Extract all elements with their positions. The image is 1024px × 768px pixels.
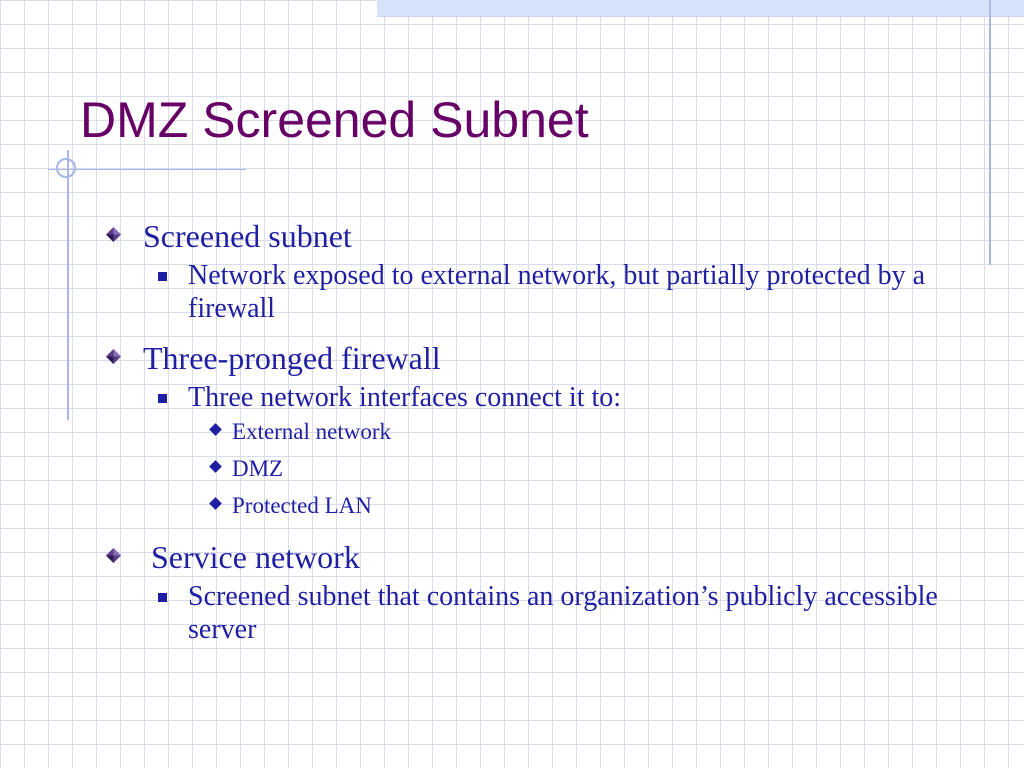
sub-sub-bullet-protected-lan: [232, 488, 986, 525]
diamond-3d-icon: [106, 227, 121, 242]
slide-title: DMZ Screened Subnet: [80, 92, 589, 148]
sub-bullet-network-exposed: [188, 259, 986, 326]
square-bullet-icon: [158, 593, 167, 602]
right-decorative-rule: [989, 0, 991, 265]
square-bullet-icon: [158, 272, 167, 281]
sub-bullet-text: Network exposed to external network, but partially protected by a firewall: [188, 259, 926, 325]
corner-circle-marker: [56, 158, 76, 178]
sub-bullet-text: Screened subnet that contains an organization’s publicly accessible server: [188, 580, 938, 646]
small-diamond-icon: [209, 460, 222, 473]
square-bullet-icon: [158, 394, 167, 403]
sub-sub-bullet-text: Protected LAN: [232, 492, 372, 518]
sub-bullet-screened-subnet-contains: [188, 580, 986, 647]
diamond-3d-icon: [106, 548, 121, 563]
sub-sub-bullet-text: External network: [232, 419, 392, 445]
sub-bullet-three-interfaces: [188, 381, 986, 415]
top-decoration-band: [377, 0, 1024, 17]
bullet-text: Screened subnet: [143, 218, 352, 254]
bullet-text: Three-pronged firewall: [143, 339, 441, 376]
bullet-screened-subnet: [106, 218, 986, 255]
bullet-text: Service network: [143, 538, 360, 575]
left-vertical-rule: [67, 150, 69, 420]
left-horizontal-rule: [48, 169, 246, 170]
sub-sub-bullet-dmz: [232, 451, 986, 488]
slide-body: [106, 218, 986, 647]
diamond-3d-icon: [106, 349, 121, 364]
bullet-service-network: [106, 539, 986, 576]
bullet-three-pronged-firewall: [106, 340, 986, 377]
sub-sub-bullet-text: DMZ: [232, 456, 284, 482]
sub-bullet-text: Three network interfaces connect it to:: [188, 381, 622, 413]
small-diamond-icon: [209, 497, 222, 510]
small-diamond-icon: [209, 424, 222, 437]
sub-sub-bullet-external-network: [232, 414, 986, 451]
